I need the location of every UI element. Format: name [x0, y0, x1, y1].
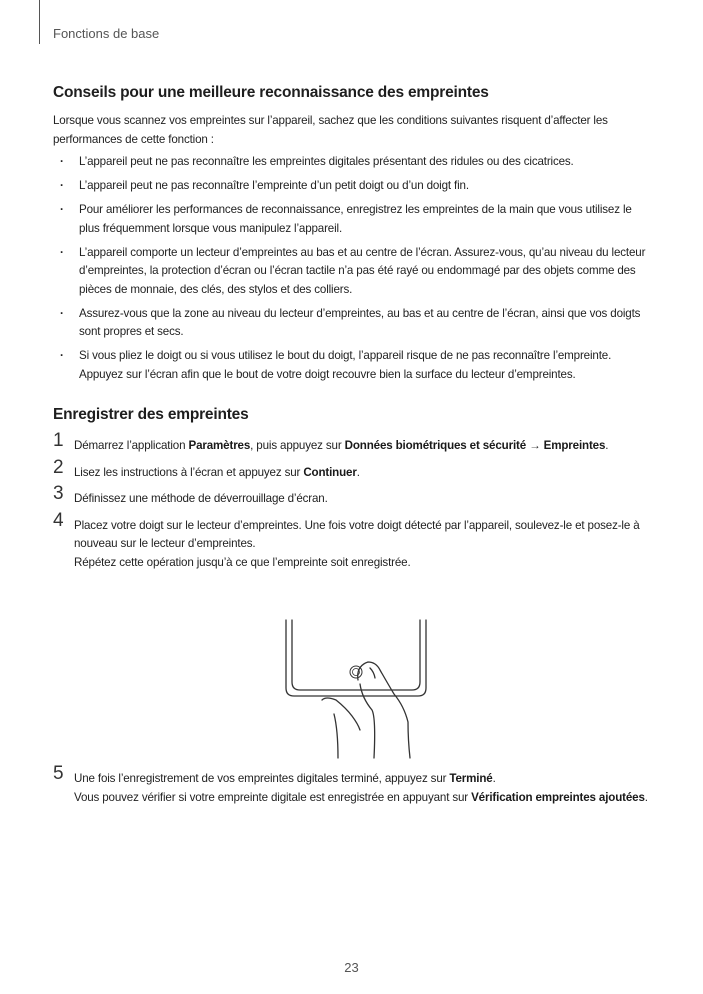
step-item: 3 Définissez une méthode de déverrouillage d’écran.	[53, 483, 328, 505]
steps-list-continued	[53, 763, 651, 807]
hand-icon	[358, 662, 410, 758]
step-item: 4 Placez votre doigt sur le lecteur d’empreintes. Une fois votre doigt détecté par l’appareil, soulevez-le et posez-le à nouveau sur le lecteur d’empreintes. Répétez cette opération jusqu’à ce que l’empreinte soit enregistrée.	[53, 517, 651, 573]
tip-item: · L’appareil peut ne pas reconnaître l’empreinte d’un petit doigt ou d’un doigt fin.	[53, 177, 651, 196]
phone-screen-outline	[292, 620, 420, 690]
phone-outline	[286, 620, 426, 696]
tip-item: · Assurez-vous que la zone au niveau du lecteur d’empreintes, au bas et au centre de l’écran, ainsi que vos doigts sont propres et secs.	[53, 305, 651, 342]
tip-item: · Si vous pliez le doigt ou si vous utilisez le bout du doigt, l’appareil risque de ne pas reconnaître l’empreinte. Appuyez sur l’écran afin que le bout de votre doigt recouvre bien la surface du lecteur d’empreintes.	[53, 347, 651, 384]
margin-rule	[39, 0, 40, 44]
step-item: 1 Démarrez l’application Paramètres, puis appuyez sur Données biométriques et sécurité → Empreintes.	[53, 430, 609, 452]
tip-item: · L’appareil comporte un lecteur d’empreintes au bas et au centre de l’écran. Assurez-vous, qu’au niveau du lecteur d’empreintes, la protection d’écran ou l’écran tactile n’a pas été rayé ou endommagé par des objets comme des pièces de monnaie, des clés, des stylos et des colliers.	[53, 244, 651, 300]
fingerprints-menu-label: Empreintes	[543, 439, 606, 452]
step-five	[53, 763, 651, 815]
biometrics-menu-label: Données biométriques et sécurité	[344, 439, 527, 452]
tip-item: · Pour améliorer les performances de reconnaissance, enregistrez les empreintes de la main que vous utilisez le plus fréquemment lorsque vous manipulez l’appareil.	[53, 201, 651, 238]
step-item: 5 Une fois l’enregistrement de vos empreintes digitales terminé, appuyez sur Terminé. Vous pouvez vérifier si votre empreinte digitale est enregistrée en appuyant sur Vérification empreintes ajoutées.	[53, 770, 651, 807]
section-title-register: Enregistrer des empreintes	[53, 406, 249, 423]
verify-fingerprints-label: Vérification empreintes ajoutées	[471, 790, 645, 804]
step-number: 4	[53, 509, 64, 531]
section-title-tips: Conseils pour une meilleure reconnaissance des empreintes	[53, 84, 489, 101]
continue-label: Continuer	[303, 465, 357, 479]
page-number: 23	[344, 960, 359, 975]
settings-app-label: Paramètres	[188, 439, 251, 452]
steps-list	[53, 430, 651, 572]
done-label: Terminé	[449, 772, 493, 785]
tip-item: · L’appareil peut ne pas reconnaître les empreintes digitales présentant des ridules ou des cicatrices.	[53, 153, 651, 172]
main-content	[53, 84, 651, 580]
step-note: Répétez cette opération jusqu’à ce que l’empreinte soit enregistrée.	[74, 555, 411, 569]
step-item: 2 Lisez les instructions à l’écran et appuyez sur Continuer.	[53, 456, 360, 479]
arrow-icon: →	[526, 439, 544, 452]
step-number: 2	[53, 456, 64, 478]
intro-paragraph: Lorsque vous scannez vos empreintes sur l’appareil, sachez que les conditions suivantes risquent d’affecter les performances de cette fonction :	[53, 114, 608, 146]
step-number: 3	[53, 483, 64, 504]
step-number: 5	[53, 763, 64, 784]
tips-list	[53, 153, 651, 384]
step-note: Vous pouvez vérifier si votre empreinte digitale est enregistrée en appuyant sur Vérification empreintes ajoutées.	[74, 790, 648, 804]
fingerprint-illustration	[276, 618, 436, 760]
step-number: 1	[53, 430, 64, 451]
running-header: Fonctions de base	[53, 26, 160, 41]
